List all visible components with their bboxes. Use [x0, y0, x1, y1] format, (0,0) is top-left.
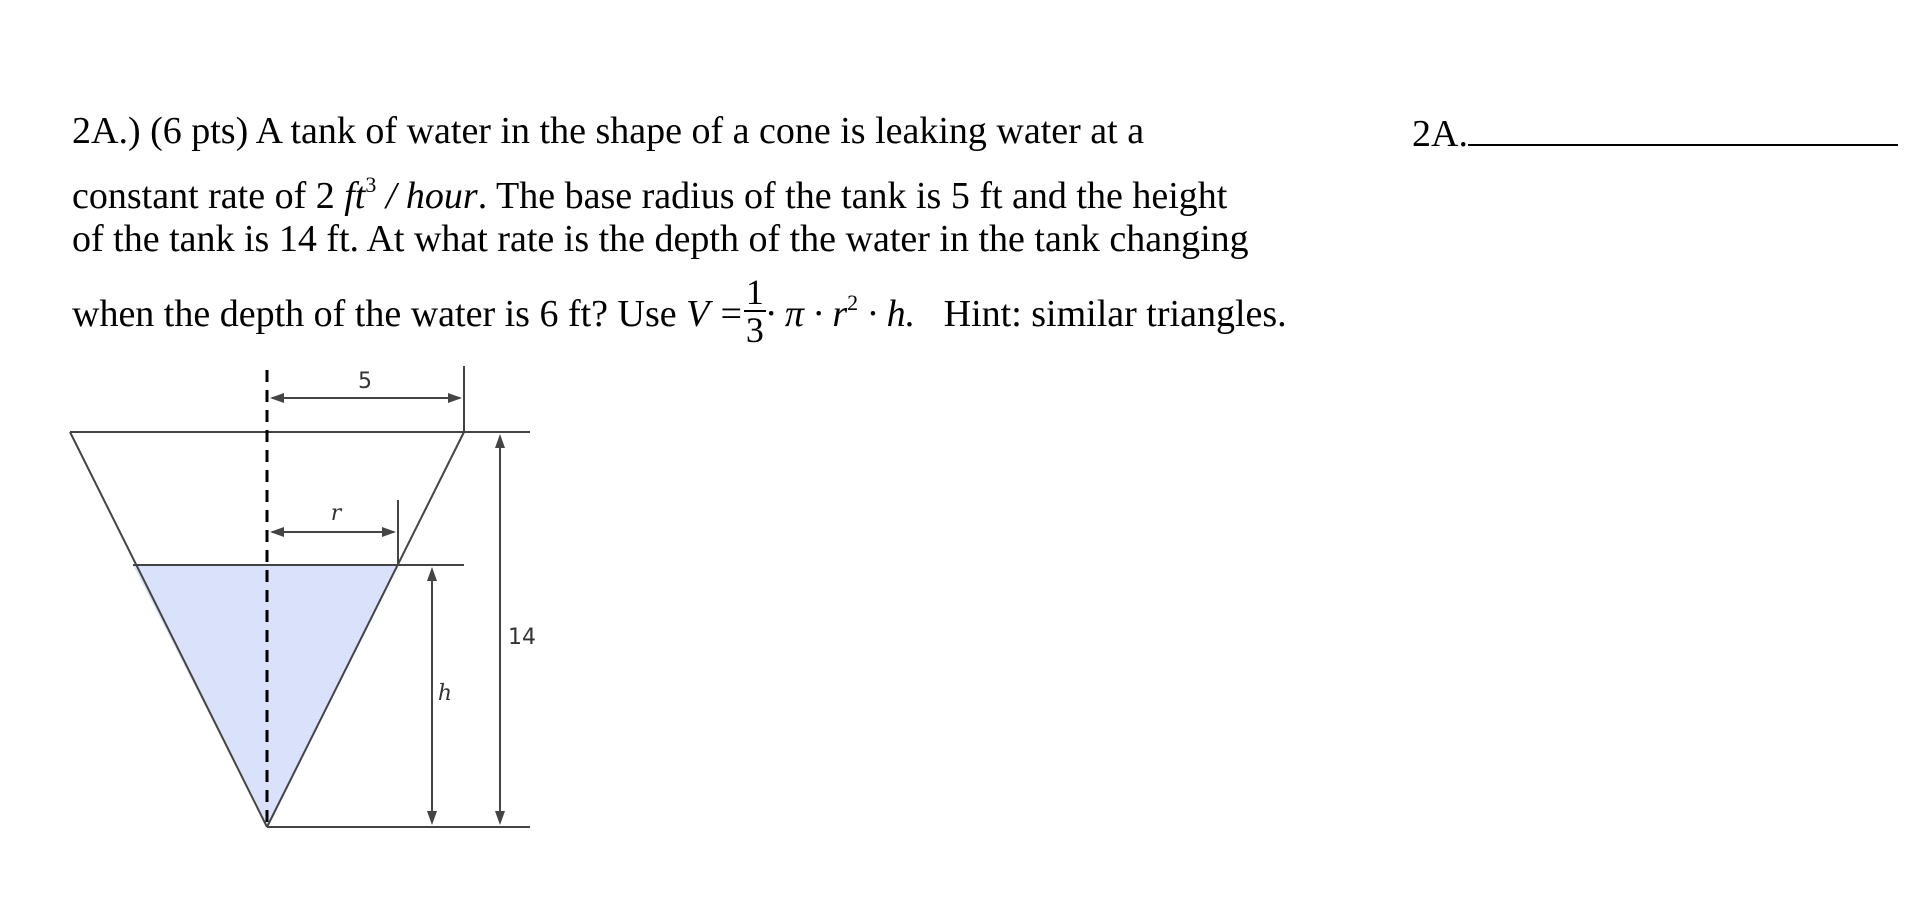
hint-text: Hint: similar triangles. — [943, 293, 1287, 335]
problem-line-4 — [72, 272, 1412, 351]
problem-line-1 — [72, 104, 1412, 158]
problem-line-3 — [72, 212, 1412, 266]
rate-value: 2 — [315, 175, 335, 217]
h-label: h — [437, 681, 453, 706]
rate-expression — [315, 172, 478, 217]
formula-tail: · h. — [858, 293, 916, 335]
cone-diagram — [60, 360, 560, 840]
rate-per: / hour — [376, 175, 478, 217]
formula-fraction — [744, 272, 766, 351]
radius-5-label: 5 — [358, 369, 372, 394]
radius-5-arrow-right — [448, 393, 462, 403]
r-label: r — [330, 501, 342, 526]
rate-exponent: 3 — [365, 172, 377, 197]
problem-line-3-text: of the tank is 14 ft. At what rate is the depth of the water in the tank changing — [72, 218, 1249, 260]
answer-label: 2A. — [1412, 113, 1468, 155]
r-arrow-left — [270, 527, 284, 537]
height-14-arrow-top — [495, 434, 505, 448]
answer-field[interactable] — [1412, 104, 1898, 161]
fraction-denominator: 3 — [745, 310, 764, 351]
water-fill — [133, 565, 397, 827]
h-arrow-bottom — [427, 811, 437, 825]
height-14-label: 14 — [508, 625, 536, 650]
problem-line-1-text: 2A.) (6 pts) A tank of water in the shape of a cone is leaking water at a — [72, 110, 1145, 152]
h-arrow-top — [427, 567, 437, 581]
problem-text — [72, 104, 1412, 350]
rate-unit: ft — [344, 175, 366, 217]
problem-line-2 — [72, 158, 1412, 217]
formula-exponent: 2 — [847, 290, 859, 315]
fraction-numerator: 1 — [745, 272, 764, 313]
r-arrow-right — [382, 527, 396, 537]
height-14-arrow-bottom — [495, 811, 505, 825]
answer-blank-line[interactable] — [1468, 104, 1898, 146]
problem-line-2-tail: . The base radius of the tank is 5 ft and the height — [477, 175, 1228, 217]
radius-5-arrow-left — [270, 393, 284, 403]
rate-intro: constant rate of — [72, 175, 316, 217]
formula-lhs: V = — [686, 293, 744, 335]
formula-body: · π · r — [765, 293, 848, 335]
problem-line-4-text: when the depth of the water is 6 ft? Use — [72, 293, 687, 335]
